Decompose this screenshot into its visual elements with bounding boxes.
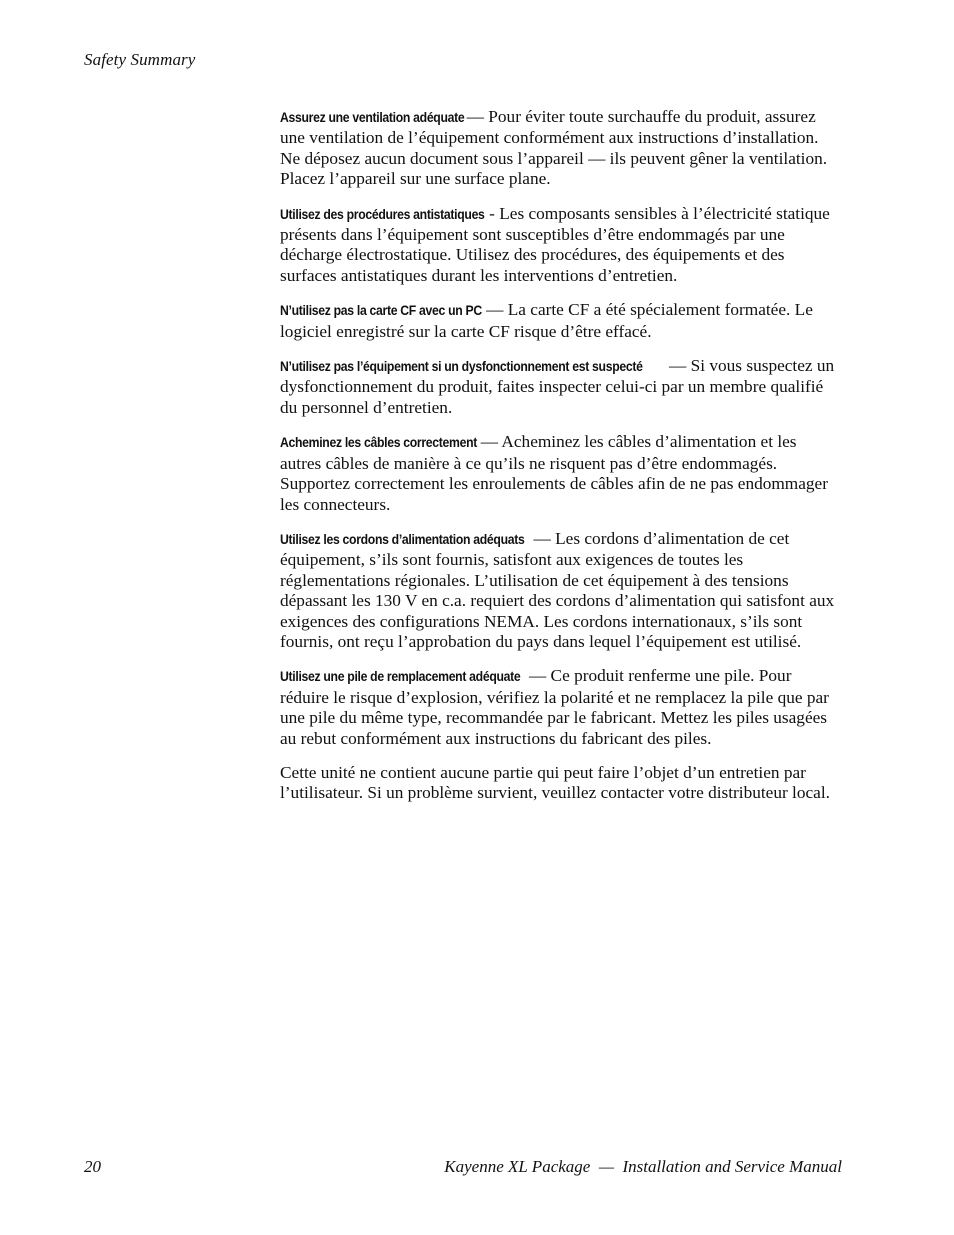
- paragraph-lead: N’utilisez pas l’équipement si un dysfonctionnement est suspecté: [280, 359, 643, 375]
- paragraph-lead: Utilisez une pile de remplacement adéquate: [280, 669, 521, 685]
- paragraph-lead: Utilisez des procédures antistatiques: [280, 206, 485, 222]
- paragraph-separator: —: [660, 356, 691, 376]
- paragraph-lead: N’utilisez pas la carte CF avec un PC: [280, 303, 482, 319]
- running-head: Safety Summary: [84, 50, 196, 69]
- paragraph-lead: Acheminez les câbles correctement: [280, 435, 478, 451]
- paragraph-text: Pour éviter toute surchauffe du produit, assurez une ventilation de l’équipement conformément aux instructions d’installation. Ne déposez aucun document sous l’appareil — ils peuvent gêner la ventilation. Placez l’appareil sur une surface plane.: [280, 107, 828, 189]
- paragraph-text: Ce produit renferme une pile. Pour réduire le risque d’explosion, vérifiez la polarité et ne remplacez la pile que par une pile du même type, recommandée par le fabricant. Mettez les piles usagées au rebut conformément aux instructions du fabricant des piles.: [280, 666, 829, 748]
- paragraph-cables: [280, 432, 842, 515]
- paragraph-separator: —: [524, 666, 551, 686]
- paragraph-closing: Cette unité ne contient aucune partie qui peut faire l’objet d’un entretien par l’utilisateur. Si un problème survient, veuillez contacter votre distributeur local.: [280, 762, 830, 803]
- safety-content: [280, 107, 842, 818]
- paragraph-text: Acheminez les câbles d’alimentation et les autres câbles de manière à ce qu’ils ne risquent pas d’être endommagés. Supportez correctement les enroulements de câbles afin de ne pas endommager les connecteurs.: [280, 432, 828, 514]
- paragraph-separator: —: [462, 107, 489, 126]
- paragraph-power-cords: [280, 529, 842, 652]
- footer-title: Kayenne XL Package — Installation and Service Manual: [444, 1157, 842, 1176]
- paragraph-text: Les composants sensibles à l’électricité statique présents dans l’équipement sont susceptibles d’être endommagés par une décharge électrostatique. Utilisez des procédures, des équipements et des surfaces antistatiques durant les interventions d’entretien.: [280, 203, 830, 285]
- paragraph-text: La carte CF a été spécialement formatée. Le logiciel enregistré sur la carte CF risque d’être effacé.: [280, 300, 813, 341]
- paragraph-separator: —: [481, 300, 508, 320]
- page-number: 20: [84, 1157, 101, 1176]
- paragraph-ventilation: [280, 107, 842, 190]
- paragraph-separator: —: [529, 528, 556, 548]
- paragraph-antistatic: [280, 204, 842, 287]
- paragraph-text: Si vous suspectez un dysfonctionnement du produit, faites inspecter celui-ci par un membre qualifié du personnel d’entretien.: [280, 356, 835, 417]
- paragraph-lead: Assurez une ventilation adéquate: [280, 110, 465, 125]
- paragraph-cf-card: [280, 300, 842, 342]
- paragraph-battery: [280, 666, 842, 749]
- paragraph-separator: —: [476, 432, 502, 452]
- paragraph-text: Les cordons d’alimentation de cet équipement, s’ils sont fournis, satisfont aux exigences de toutes les réglementations régionales. L’utilisation de cet équipement à des tensions dépassant les 130 V en c.a. requiert des cordons d’alimentation qui satisfont aux exigences des configurations NEMA. Les cordons internationaux, s’ils sont fournis, ont reçu l’approbation du pays dans lequel l’équipement est utilisé.: [280, 528, 835, 651]
- paragraph-lead: Utilisez les cordons d’alimentation adéquats: [280, 531, 525, 547]
- paragraph-malfunction: [280, 356, 842, 418]
- paragraph-separator: -: [484, 203, 500, 223]
